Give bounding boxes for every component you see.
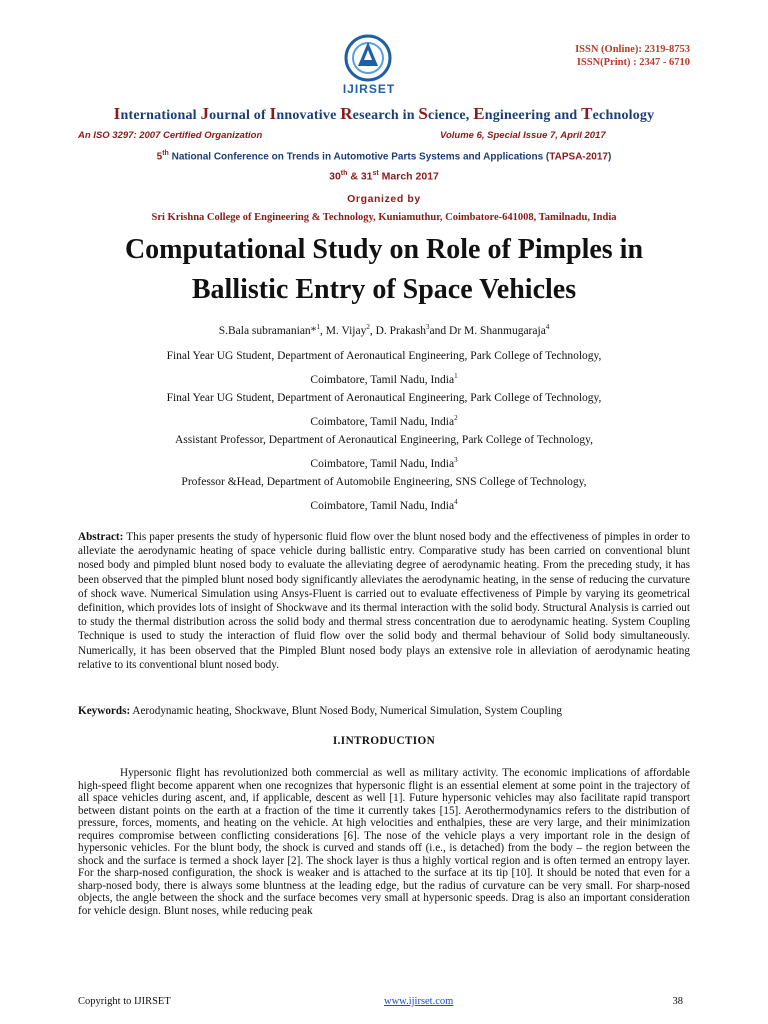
organized-by: Organized by [347, 193, 421, 205]
paper-title: Computational Study on Role of Pimples in Ballistic Entry of Space Vehicles [124, 234, 644, 305]
page-number: 38 [672, 996, 683, 1007]
conference-title: 5th National Conference on Trends in Automotive Parts Systems and Applications (TAPSA-2017) [156, 150, 612, 163]
affiliation-1: Final Year UG Student, Department of Aeronautical Engineering, Park College of Technology, Coimbatore, Tamil Nadu, India$^1$ [166, 350, 602, 386]
journal-logo [338, 30, 398, 86]
issn-online: ISSN (Online): 2319-8753 [575, 44, 690, 55]
conference-dates: 30th & 31st March 2017 [329, 170, 439, 183]
logo-text: IJIRSET [342, 82, 396, 96]
organizing-college: Sri Krishna College of Engineering & Technology, Kuniamuthur, Coimbatore-641008, Tamilnadu, India [151, 212, 617, 223]
abstract: Abstract: This paper presents the study of hypersonic fluid flow over the blunt nosed body and the effectiveness of pimples in order to alleviate the aerodynamic heating of space vehicle during ballistic entry. Comparative study has been carried on conventional blunt nosed body and pimpled blunt nosed body to evaluate the alleviating degree of aerodynamic heating. From the preceding study, it has been observed that the pimpled blunt nosed body significantly alleviates the aerodynamic heating, in the sense of reducing the curvature of shock wave. Numerical Simulation using Ansys-Fluent is carried out to evaluate effectiveness of Pimple by varying its geometrical definition, which provides lots of insight of Shockwave and its thermal interaction with the solid body. Structural Analysis is carried out to study the thermal distribution across the solid body and thermal stress concentration due to aerodynamic heating. System Coupling Technique is used to study the interaction of fluid flow over the solid body and thermal behaviour of Solid body simultaneously. Numerically, it has been observed that the Pimpled Blunt nosed body plays an extensive role in alleviation of aerodynamic heating relative to its conventional blunt nosed body. [78, 531, 690, 671]
section-heading-introduction: I.INTRODUCTION [332, 735, 436, 747]
journal-title: International Journal of Innovative Research in Science, Engineering and Technology [113, 104, 655, 123]
affiliation-2: Final Year UG Student, Department of Aeronautical Engineering, Park College of Technology, Coimbatore, Tamil Nadu, India$^2$ [166, 392, 602, 428]
introduction-body: Hypersonic flight has revolutionized both commercial as well as military activity. The economic implications of affordable high-speed flight become apparent when one recognizes that hypersonic flight is an essential element at some point in the trajectory of all space vehicles during ascent, and, if applicable, descent as well [1]. Future hypersonic vehicles may also facilitate rapid transport between distant points on the earth at a fraction of the time it currently takes [15]. Aerothermodynamics refers to the distribution of pressure, forces, moments, and heating on the vehicle. At high velocities and enthalpies, these are very large, and their minimization requires compromise between conflicting considerations [6]. The nose of the vehicle plays a very important role in the design of hypersonic vehicles. For the blunt body, the shock is curved and stands off (i.e., is detached) from the body – the region between the shock and the surface is termed a shock layer [2]. The shock layer is thus a highly vortical region and is often termed an entropy layer. For the sharp-nosed configuration, the shock is weaker and is attached to the surface at its tip [10]. It should be noted that even for a sharp-nosed body, there is always some bluntness at the leading edge, but the radius of curvature can be very small. For sharp-nosed objects, the angle between the shock and the surface becomes very small at hypersonic speeds. Drag is also an important consideration for vehicle design. Blunt noses, while reducing peak [78, 767, 690, 917]
issn-print: ISSN(Print) : 2347 - 6710 [576, 57, 690, 68]
iso-certification: An ISO 3297: 2007 Certified Organization [78, 130, 263, 141]
affiliation-3: Assistant Professor, Department of Aeronautical Engineering, Park College of Technology, Coimbatore, Tamil Nadu, India$^3$ [174, 434, 594, 470]
footer-copyright: Copyright to IJIRSET [78, 996, 171, 1007]
author-list: S.Bala subramanian*$^1$, M. Vijay$^2$, D. Prakash$^3$and Dr M. Shanmugaraja$^4$ [218, 323, 550, 337]
keywords: Keywords: Aerodynamic heating, Shockwave, Blunt Nosed Body, Numerical Simulation, System Coupling [78, 705, 563, 717]
footer-link[interactable]: www.ijirset.com [384, 996, 454, 1007]
volume-info: Volume 6, Special Issue 7, April 2017 [440, 130, 606, 141]
affiliation-4: Professor &Head, Department of Automobile Engineering, SNS College of Technology, Coimbatore, Tamil Nadu, India$^4$ [181, 476, 587, 512]
